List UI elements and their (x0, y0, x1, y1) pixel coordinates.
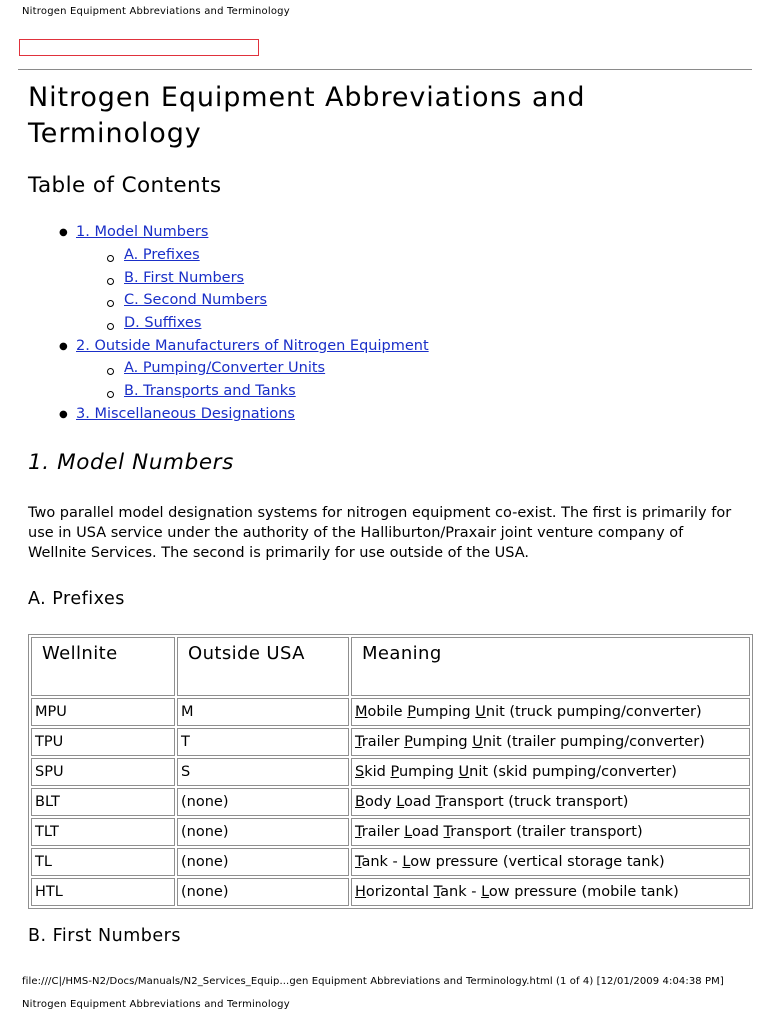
table-row (31, 728, 750, 756)
toc-item-second-numbers (124, 292, 267, 314)
intro-paragraph: Two parallel model designation systems for nitrogen equipment co-exist. The first is primarily for use in USA service under the authority of the Halliburton/Praxair joint venture company of Wellnite Services. The second is primarily for use outside of the USA. (28, 505, 732, 561)
meaning-segment: nit (skid pumping/converter) (469, 764, 677, 780)
meaning-segment: L (481, 884, 489, 900)
cell-wellnite: HTL (31, 878, 175, 906)
meaning-segment: nit (truck pumping/converter) (485, 704, 702, 720)
cell-outside-usa: (none) (177, 848, 349, 876)
bullet-circle-icon (107, 255, 114, 262)
meaning-segment: T (435, 794, 443, 810)
meaning-segment: S (355, 764, 365, 780)
toc-item-model-numbers (59, 224, 209, 246)
meaning-segment: umping (415, 704, 476, 720)
bullet-circle-icon (107, 391, 114, 398)
toc-item-transports-and-tanks (124, 383, 296, 405)
meaning-segment: P (390, 764, 399, 780)
meaning-segment: T (433, 884, 441, 900)
column-header-outside-usa: Outside USA (177, 637, 349, 696)
meaning-segment: umping (398, 764, 459, 780)
subheading-first-numbers: B. First Numbers (28, 926, 181, 946)
toc-link-outside-manufacturers[interactable]: 2. Outside Manufacturers of Nitrogen Equipment (76, 338, 429, 354)
horizontal-rule (18, 69, 752, 70)
column-header-wellnite: Wellnite (31, 637, 175, 696)
meaning-segment: ransport (truck transport) (442, 794, 629, 810)
cell-meaning (351, 788, 750, 816)
meaning-segment: ody (364, 794, 397, 810)
meaning-segment: T (355, 854, 362, 870)
toc-item-outside-manufacturers (59, 338, 429, 360)
bullet-disc-icon: ● (59, 409, 68, 420)
toc-item-miscellaneous (59, 406, 295, 428)
toc-item-first-numbers (124, 270, 244, 292)
cell-wellnite: SPU (31, 758, 175, 786)
meaning-segment: ow pressure (mobile tank) (488, 884, 679, 900)
meaning-segment: kid (364, 764, 391, 780)
table-row (31, 818, 750, 846)
cell-outside-usa: T (177, 728, 349, 756)
cell-wellnite: TPU (31, 728, 175, 756)
prefixes-table-body (31, 698, 750, 906)
image-placeholder-box (19, 39, 259, 56)
toc-item-suffixes (124, 315, 201, 337)
toc-link-first-numbers[interactable]: B. First Numbers (124, 270, 245, 286)
toc-link-pumping-converter-units[interactable]: A. Pumping/Converter Units (124, 360, 326, 376)
table-row (31, 878, 750, 906)
meaning-segment: L (402, 854, 411, 870)
column-header-meaning: Meaning (351, 637, 750, 696)
cell-wellnite: MPU (31, 698, 175, 726)
meaning-segment: oad (404, 794, 436, 810)
meaning-segment: U (475, 704, 486, 720)
cell-meaning (351, 728, 750, 756)
cell-meaning (351, 818, 750, 846)
meaning-segment: U (472, 734, 483, 750)
meaning-segment: H (355, 884, 366, 900)
cell-outside-usa: M (177, 698, 349, 726)
meaning-segment: L (396, 794, 405, 810)
cell-meaning (351, 698, 750, 726)
table-row (31, 698, 750, 726)
meaning-segment: B (355, 794, 365, 810)
meaning-segment: ow pressure (vertical storage tank) (410, 854, 665, 870)
page-title: Nitrogen Equipment Abbreviations and Terminology (28, 82, 586, 149)
table-row (31, 848, 750, 876)
cell-meaning (351, 758, 750, 786)
table-row (31, 758, 750, 786)
print-header: Nitrogen Equipment Abbreviations and Terminology (22, 6, 290, 17)
print-footer-title: Nitrogen Equipment Abbreviations and Terminology (22, 999, 290, 1010)
toc-link-miscellaneous[interactable]: 3. Miscellaneous Designations (76, 406, 295, 422)
meaning-segment: ransport (trailer transport) (450, 824, 643, 840)
bullet-disc-icon: ● (59, 341, 68, 352)
meaning-segment: umping (412, 734, 473, 750)
subheading-prefixes: A. Prefixes (28, 589, 125, 609)
cell-outside-usa: (none) (177, 818, 349, 846)
toc-link-model-numbers[interactable]: 1. Model Numbers (76, 224, 209, 240)
meaning-segment: T (443, 824, 451, 840)
meaning-segment: obile (367, 704, 408, 720)
bullet-circle-icon (107, 323, 114, 330)
cell-meaning (351, 848, 750, 876)
meaning-segment: U (458, 764, 470, 780)
bullet-circle-icon (107, 278, 114, 285)
meaning-segment: ank - (361, 854, 403, 870)
cell-outside-usa: (none) (177, 788, 349, 816)
bullet-circle-icon (107, 300, 114, 307)
toc-link-suffixes[interactable]: D. Suffixes (124, 315, 202, 331)
meaning-segment: T (355, 824, 362, 840)
meaning-segment: orizontal (365, 884, 434, 900)
meaning-segment: P (407, 704, 416, 720)
cell-wellnite: TLT (31, 818, 175, 846)
bullet-disc-icon: ● (59, 227, 68, 238)
toc-item-prefixes (124, 247, 200, 269)
toc-heading: Table of Contents (28, 173, 222, 198)
table-row (31, 788, 750, 816)
toc-item-pumping-converter-units (124, 360, 325, 382)
meaning-segment: P (404, 734, 413, 750)
cell-wellnite: TL (31, 848, 175, 876)
prefixes-table (28, 634, 753, 909)
meaning-segment: ank - (440, 884, 482, 900)
meaning-segment: railer (361, 734, 405, 750)
print-footer-path: file:///C|/HMS-N2/Docs/Manuals/N2_Services_Equip...gen Equipment Abbreviations and Terminology.html (1 of 4) [12/01/2009 4:04:38 PM] (22, 976, 724, 987)
meaning-segment: nit (trailer pumping/converter) (482, 734, 705, 750)
meaning-segment: T (355, 734, 362, 750)
toc-link-transports-and-tanks[interactable]: B. Transports and Tanks (124, 383, 296, 399)
cell-meaning (351, 878, 750, 906)
meaning-segment: M (355, 704, 368, 720)
table-header-row (31, 637, 750, 696)
section-heading-model-numbers: 1. Model Numbers (28, 450, 234, 475)
cell-outside-usa: (none) (177, 878, 349, 906)
meaning-segment: railer (361, 824, 405, 840)
meaning-segment: L (404, 824, 412, 840)
toc-link-prefixes[interactable]: A. Prefixes (124, 247, 200, 263)
cell-outside-usa: S (177, 758, 349, 786)
cell-wellnite: BLT (31, 788, 175, 816)
toc-link-second-numbers[interactable]: C. Second Numbers (124, 292, 268, 308)
bullet-circle-icon (107, 368, 114, 375)
meaning-segment: oad (411, 824, 444, 840)
